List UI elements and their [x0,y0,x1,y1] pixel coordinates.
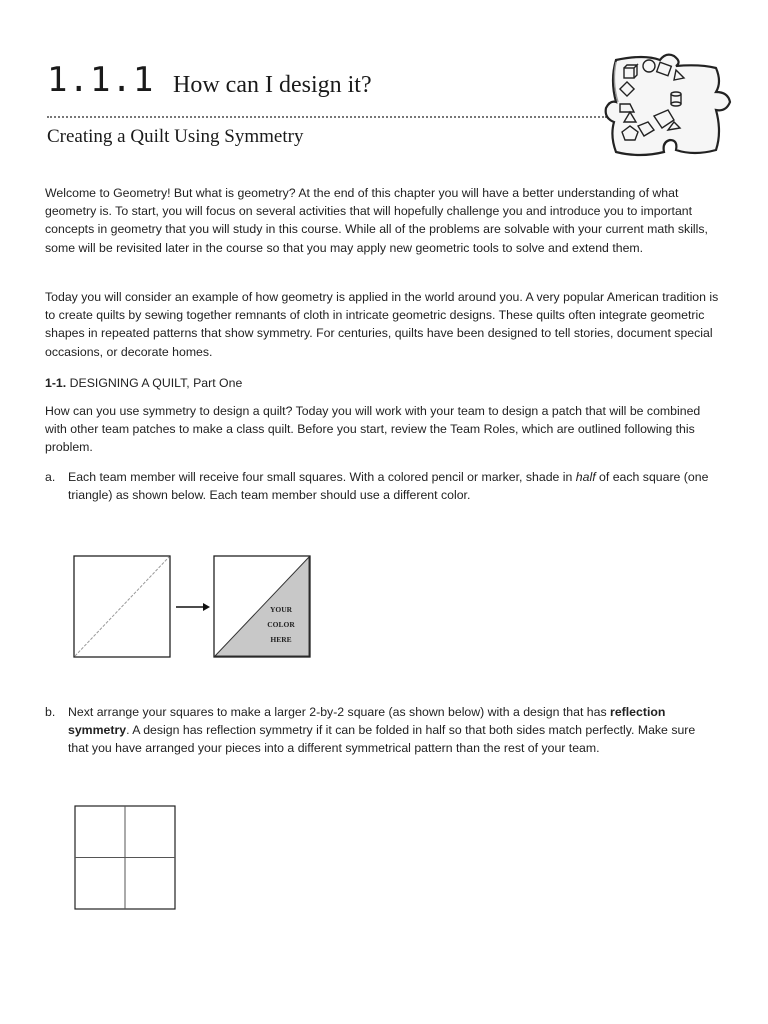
color-label-line-1: YOUR [269,605,293,614]
list-marker: b. [45,705,56,719]
list-item-text [68,703,718,758]
emphasis-text: half [575,470,596,484]
two-by-two-grid-figure [74,805,178,911]
lesson-question: How can I design it? [173,72,372,98]
lesson-subtitle: Creating a Quilt Using Symmetry [47,126,304,147]
puzzle-piece-icon [604,52,734,164]
intro-paragraph: Welcome to Geometry! But what is geometry? At the end of this chapter you will have a better understanding of what geometry is. To start, you will focus on several activities that will hopefully challenge you and introduce you to important concepts in geometry that you will study in this course. While all of the problems are solvable with your current math skills, some will be revisited later in the course so that you may apply new geometric tools to solve and extend them. [45,186,708,255]
color-label-line-2: COLOR [267,620,295,629]
list-item-text [68,468,718,504]
context-paragraph: Today you will consider an example of how geometry is applied in the world around you. A very popular American tradition is to create quilts by sewing together remnants of cloth in intricate geometric designs. These quilts often integrate geometric shapes in repeated patterns that show symmetry. For centuries, quilts have been designed to tell stories, document special occasions, or decorate homes. [45,290,719,359]
problem-heading [45,374,721,392]
header-divider [47,116,607,118]
arrow-right-icon [176,603,210,611]
text-segment: of each square (one triangle) as shown below. Each team member should use a different color. [68,470,709,503]
problem-title: DESIGNING A QUILT, Part One [66,376,243,390]
text-segment: . A design has reflection symmetry if it can be folded in half so that both sides match perfectly. Make sure that you have arranged your pieces into a different symmetrical pattern than the rest of your team. [68,723,696,756]
problem-number: 1-1. [45,376,67,390]
list-marker: a. [45,470,56,484]
bold-term: reflection symmetry [68,705,666,738]
color-label-line-3: HERE [270,635,292,644]
lesson-number: 1.1.1 [47,60,155,100]
problem-intro-paragraph: How can you use symmetry to design a quilt? Today you will work with your team to design a patch that will be combined with other team patches to make a class quilt. Before you start, review the Team Roles, which are outlined following this problem. [45,404,701,455]
text-segment: Next arrange your squares to make a larger 2-by-2 square (as shown below) with a design that has [68,705,611,719]
text-segment: Each team member will receive four small squares. With a colored pencil or marker, shade in [68,470,576,484]
shading-example-figure [73,555,313,659]
